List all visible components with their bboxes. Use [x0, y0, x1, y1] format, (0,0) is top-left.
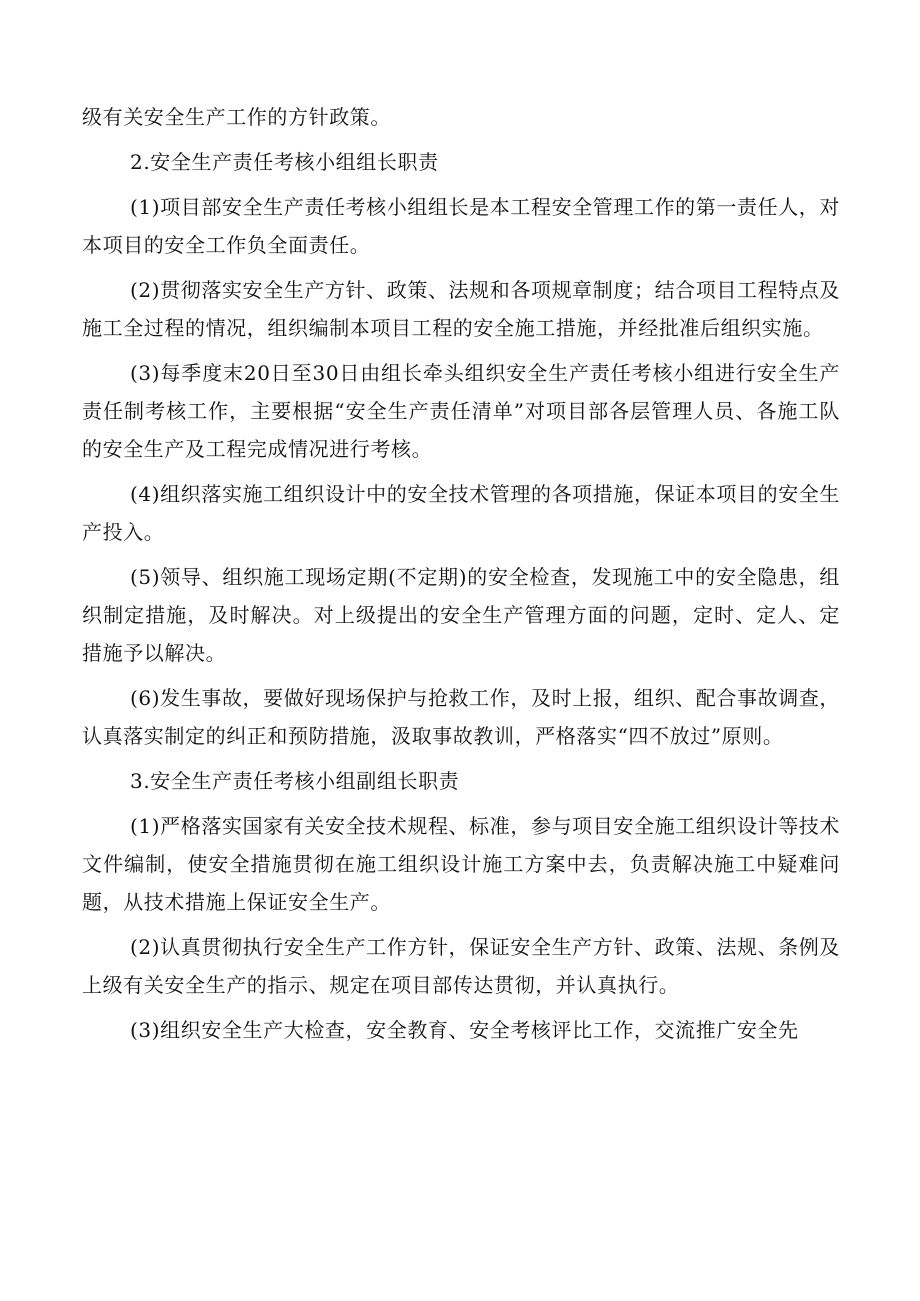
list-item: (4)组织落实施工组织设计中的安全技术管理的各项措施，保证本项目的安全生产投入。: [82, 482, 840, 544]
list-item: (1)项目部安全生产责任考核小组组长是本工程安全管理工作的第一责任人，对本项目的安全工作负全面责任。: [82, 195, 840, 257]
list-item: (5)领导、组织施工现场定期(不定期)的安全检查，发现施工中的安全隐患，组织制定措施，及时解决。对上级提出的安全生产管理方面的问题，定时、定人、定措施予以解决。: [82, 565, 840, 665]
list-item: (3)组织安全生产大检查，安全教育、安全考核评比工作，交流推广安全先: [130, 1018, 799, 1042]
list-item: (3)每季度末20日至30日由组长牵头组织安全生产责任考核小组进行安全生产责任制考核工作，主要根据“安全生产责任清单”对项目部各层管理人员、各施工队的安全生产及工程完成情况进行考核。: [82, 361, 840, 461]
section-heading-3: 3.安全生产责任考核小组副组长职责: [130, 769, 460, 793]
list-item: (1)严格落实国家有关安全技术规程、标准，参与项目安全施工组织设计等技术文件编制，使安全措施贯彻在施工组织设计施工方案中去，负责解决施工中疑难问题，从技术措施上保证安全生产。: [82, 814, 840, 914]
paragraph-continuation: 级有关安全生产工作的方针政策。: [82, 105, 391, 129]
list-item: (2)认真贯彻执行安全生产工作方针，保证安全生产方针、政策、法规、条例及上级有关安全生产的指示、规定在项目部传达贯彻，并认真执行。: [82, 935, 840, 997]
list-item: (2)贯彻落实安全生产方针、政策、法规和各项规章制度；结合项目工程特点及施工全过程的情况，组织编制本项目工程的安全施工措施，并经批准后组织实施。: [82, 278, 840, 340]
section-heading-2: 2.安全生产责任考核小组组长职责: [130, 150, 439, 174]
list-item: (6)发生事故，要做好现场保护与抢救工作，及时上报，组织、配合事故调查，认真落实制定的纠正和预防措施，汲取事故教训，严格落实“四不放过”原则。: [82, 686, 840, 748]
document-body: [82, 98, 840, 1056]
